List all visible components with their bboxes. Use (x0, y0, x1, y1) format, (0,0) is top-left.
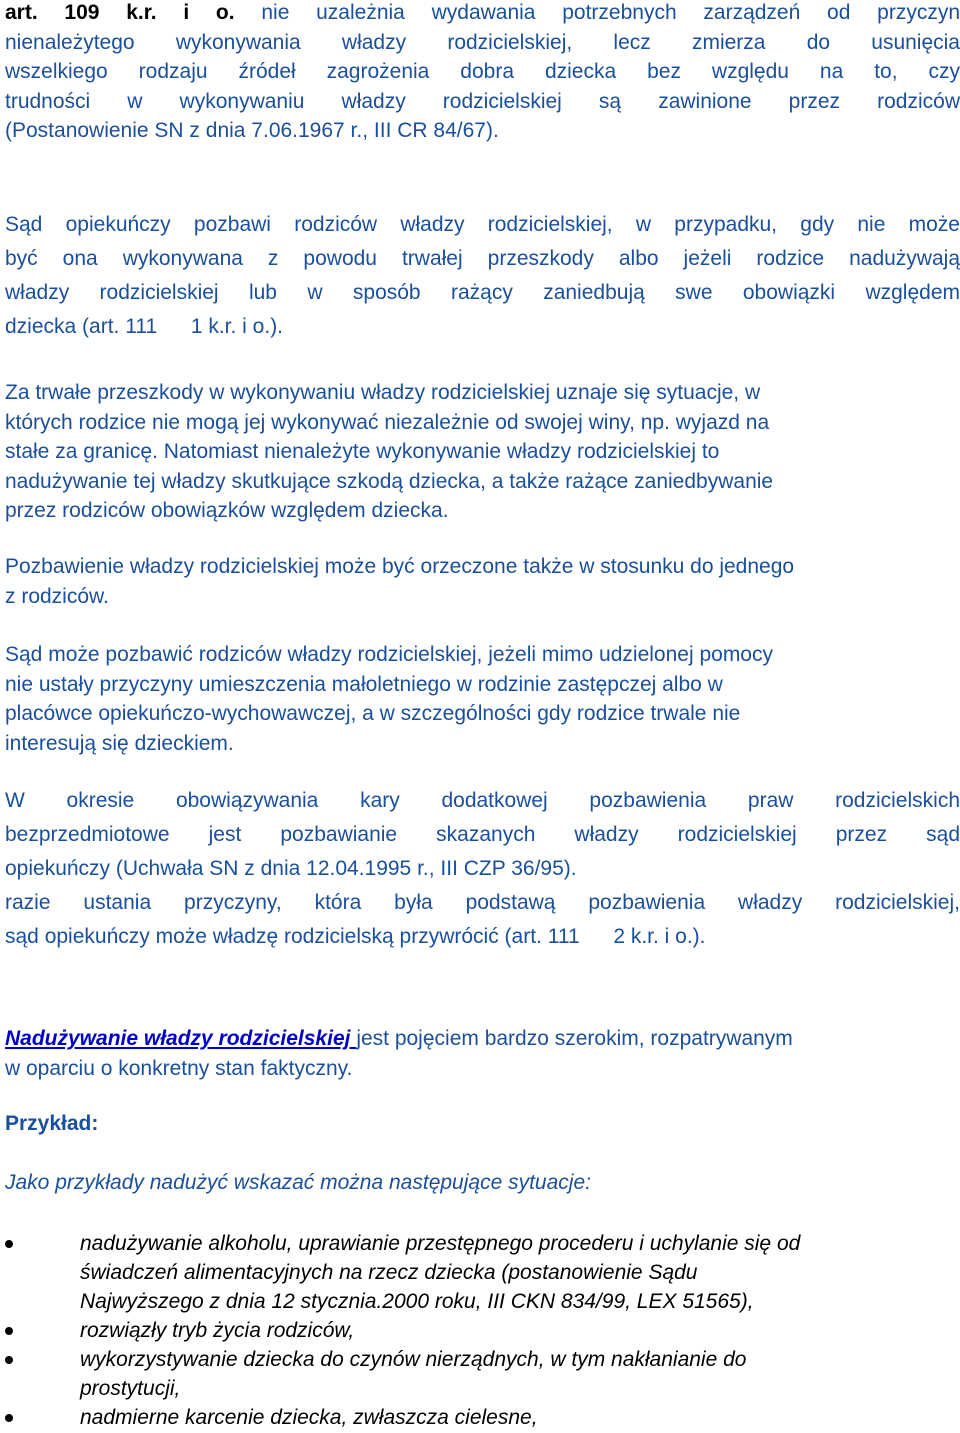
list-item-line: nadużywanie alkoholu, uprawianie przestępnego procederu i uchylanie się od (80, 1232, 801, 1255)
paragraph-line: których rodzice nie mogą jej wykonywać niezależnie od swojej winy, np. wyjazd na (5, 410, 770, 434)
paragraph-line: być ona wykonywana z powodu trwałej przeszkody albo jeżeli rodzice nadużywają (5, 247, 960, 270)
list-item-line: prostytucji, (80, 1377, 181, 1400)
paragraph-line: z rodziców. (5, 584, 109, 608)
list-item-line: rozwiązły tryb życia rodziców, (80, 1319, 355, 1342)
text-segment: 2 k.r. i o.). (613, 925, 706, 948)
list-item (5, 1345, 960, 1403)
list-item (5, 1229, 960, 1316)
paragraph-line: władzy rodzicielskiej lub w sposób rażący zaniedbują swe obowiązki względem (5, 281, 960, 304)
paragraph-line: razie ustania przyczyny, która była podstawą pozbawienia władzy rodzicielskiej, (5, 891, 960, 914)
bullet-icon (5, 1327, 13, 1335)
paragraph-line (5, 1024, 960, 1054)
paragraph-line (5, 310, 960, 344)
article-reference: art. 109 k.r. i o. (5, 1, 235, 24)
paragraph-foster-care (5, 640, 960, 758)
paragraph-line: Pozbawienie władzy rodzicielskiej może być orzeczone także w stosunku do jednego (5, 555, 795, 578)
paragraph-art-109 (5, 0, 960, 146)
paragraph-line: w oparciu o konkretny stan faktyczny. (5, 1056, 353, 1080)
paragraph-line: nie ustały przyczyny umieszczenia małoletniego w rodzinie zastępczej albo w (5, 672, 723, 696)
paragraph-line: Sąd opiekuńczy pozbawi rodziców władzy rodzicielskiej, w przypadku, gdy nie może (5, 213, 960, 236)
paragraph-abuse-definition (5, 1024, 960, 1083)
paragraph-line: bezprzedmiotowe jest pozbawianie skazanych władzy rodzicielskiej przez sąd (5, 823, 960, 846)
text-segment: sąd opiekuńczy może władzę rodzicielską przywrócić (art. 111 (5, 925, 580, 948)
text-segment: 1 k.r. i o.). (190, 315, 284, 338)
text-segment: nie uzależnia wydawania potrzebnych zarządzeń od przyczyn (261, 1, 960, 24)
paragraph-line: nienależytego wykonywania władzy rodzicielskiej, lecz zmierza do usunięcia (5, 30, 960, 54)
text-segment: stałe za granicę. (5, 440, 158, 463)
paragraph-line: opiekuńczy (Uchwała SN z dnia 12.04.1995 r., III CZP 36/95). (5, 857, 577, 880)
abuse-of-authority-link[interactable]: Nadużywanie władzy rodzicielskiej (5, 1027, 351, 1050)
text-segment: Natomiast nienależyte wykonywanie władzy rodzicielskiej to (163, 440, 720, 463)
list-item-line: świadczeń alimentacyjnych na rzecz dziecka (postanowienie Sądu (80, 1261, 698, 1284)
paragraph-line: placówce opiekuńczo-wychowawczej, a w szczególności gdy rodzice trwale nie (5, 702, 741, 725)
paragraph-line: wszelkiego rodzaju źródeł zagrożenia dobra dziecka bez względu na to, czy (5, 60, 960, 83)
list-item (5, 1403, 960, 1432)
list-item-line: wykorzystywanie dziecka do czynów nierządnych, w tym nakłanianie do (80, 1348, 747, 1371)
paragraph-line (5, 437, 960, 467)
paragraph-one-parent (5, 552, 960, 611)
paragraph-line: przez rodziców obowiązków względem dziecka. (5, 499, 449, 522)
paragraph-line: Za trwałe przeszkody w wykonywaniu władzy rodzicielskiej uznaje się sytuacje, w (5, 381, 761, 404)
paragraph-deprivation (5, 208, 960, 344)
bullet-icon (5, 1414, 13, 1422)
paragraph-line: nadużywanie tej władzy skutkujące szkodą dziecka, a także rażące zaniedbywanie (5, 469, 774, 493)
paragraph-line: trudności w wykonywaniu władzy rodzicielskiej są zawinione przez rodziców (5, 89, 960, 113)
list-item (5, 1316, 960, 1345)
bullet-icon (5, 1240, 13, 1248)
text-segment: jest pojęciem bardzo szerokim, rozpatrywanym (356, 1027, 793, 1050)
examples-intro: Jako przykłady nadużyć wskazać można następujące sytuacje: (5, 1171, 591, 1194)
paragraph-line: (Postanowienie SN z dnia 7.06.1967 r., III CR 84/67). (5, 119, 499, 142)
paragraph-line (5, 0, 960, 28)
paragraph-line: interesują się dzieckiem. (5, 731, 234, 755)
examples-list (5, 1229, 960, 1432)
example-heading: Przykład: (5, 1112, 99, 1135)
bullet-icon (5, 1356, 13, 1364)
paragraph-line: Sąd może pozbawić rodziców władzy rodzicielskiej, jeżeli mimo udzielonej pomocy (5, 643, 773, 666)
list-item-line: nadmierne karcenie dziecka, zwłaszcza cielesne, (80, 1406, 538, 1429)
paragraph-line: W okresie obowiązywania kary dodatkowej pozbawienia praw rodzicielskich (5, 789, 960, 812)
paragraph-permanent-obstacles (5, 378, 960, 526)
text-segment: dziecka (art. 111 (5, 315, 158, 338)
paragraph-line (5, 920, 960, 954)
paragraph-additional-penalty (5, 784, 960, 954)
list-item-line: Najwyższego z dnia 12 stycznia.2000 roku, III CKN 834/99, LEX 51565), (80, 1290, 754, 1313)
